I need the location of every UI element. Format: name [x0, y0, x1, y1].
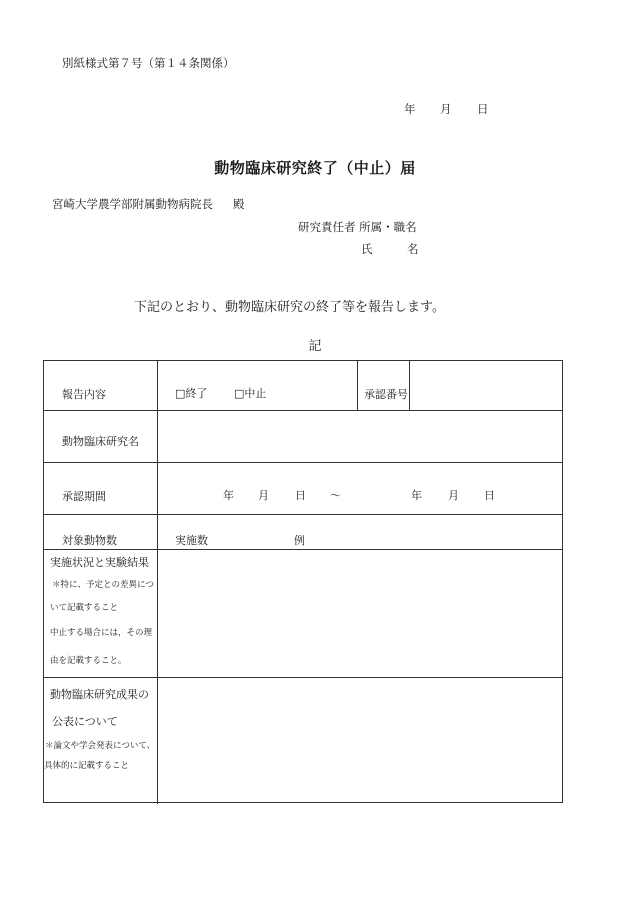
date-day-label: 日	[477, 102, 489, 116]
column-divider	[357, 361, 358, 410]
count-label: 実施数	[175, 534, 208, 547]
results-note-2: いて記載すること	[50, 603, 119, 613]
publication-note-2: 具体的に記載すること	[44, 761, 130, 771]
column-divider	[157, 361, 158, 804]
period-start-day-label: 日	[295, 489, 306, 502]
results-note-1: ＊特に、予定との差異につ	[52, 580, 154, 590]
row-divider	[44, 462, 562, 463]
stop-checkbox[interactable]: □中止	[234, 387, 267, 400]
finish-checkbox[interactable]: □終了	[175, 387, 208, 400]
publication-label-2: 公表について	[52, 715, 118, 728]
publication-label-1: 動物臨床研究成果の	[50, 688, 149, 701]
form-number: 別紙様式第７号（第１４条関係）	[62, 56, 235, 70]
period-end-year-label: 年	[411, 489, 422, 502]
date-year-label: 年	[404, 102, 416, 116]
responsible-name-label-2: 名	[407, 242, 419, 256]
results-note-3: 中止する場合には，その理	[50, 628, 153, 638]
period-start-year-label: 年	[223, 489, 234, 502]
target-animals-label: 対象動物数	[62, 534, 117, 547]
row-divider	[44, 410, 562, 411]
row-divider	[44, 549, 562, 550]
period-tilde: 〜	[330, 489, 341, 502]
addressee-name: 宮崎大学農学部附属動物病院長	[52, 197, 213, 211]
row-divider	[44, 677, 562, 678]
addressee	[52, 196, 245, 212]
approval-number-field[interactable]	[412, 365, 560, 407]
approval-period-label: 承認期間	[62, 490, 106, 503]
publication-field[interactable]	[160, 680, 560, 800]
study-name-label: 動物臨床研究名	[62, 435, 139, 448]
results-note-4: 由を記載すること。	[50, 656, 127, 666]
results-field[interactable]	[160, 552, 560, 674]
addressee-honorific: 殿	[233, 197, 245, 211]
page-title: 動物臨床研究終了（中止）届	[214, 159, 416, 177]
ki-heading: 記	[308, 339, 322, 354]
period-end-month-label: 月	[448, 489, 459, 502]
study-name-field[interactable]	[160, 413, 560, 460]
responsible-name-label-1: 氏	[361, 242, 373, 256]
publication-note-1: ＊論文や学会発表について、	[45, 741, 156, 751]
period-start-month-label: 月	[258, 489, 269, 502]
period-end-day-label: 日	[484, 489, 495, 502]
results-label: 実施状況と実験結果	[50, 556, 149, 569]
report-content-label: 報告内容	[62, 388, 106, 401]
intro-text: 下記のとおり、動物臨床研究の終了等を報告します。	[134, 300, 445, 315]
report-table	[43, 360, 563, 803]
column-divider	[409, 361, 410, 410]
approval-number-label: 承認番号	[364, 388, 408, 401]
date-month-label: 月	[440, 102, 452, 116]
responsible-affiliation-label: 研究責任者 所属・職名	[298, 220, 417, 234]
count-unit: 例	[294, 534, 305, 547]
row-divider	[44, 514, 562, 515]
